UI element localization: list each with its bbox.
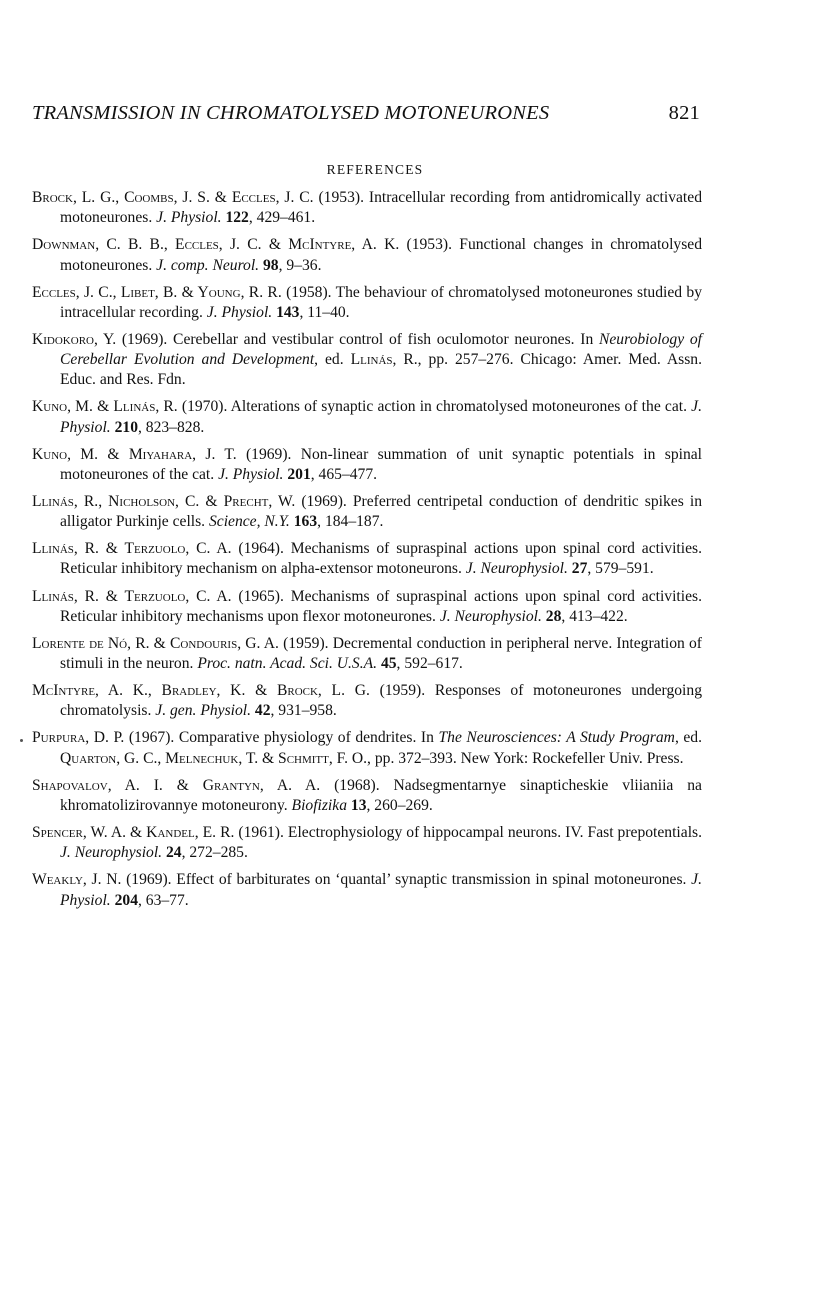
- reference-editors: Quarton, G. C., Melnechuk, T. & Schmitt, F. O.: [60, 749, 368, 767]
- reference-volume: 163: [293, 513, 318, 531]
- reference-authors: Spencer, W. A. & Kandel, E. R.: [32, 824, 235, 842]
- reference-authors: Llinás, R. & Terzuolo, C. A.: [32, 587, 232, 605]
- print-speck: [20, 739, 23, 742]
- reference-item: [32, 870, 702, 910]
- reference-pages: , 823–828.: [137, 418, 205, 436]
- reference-item: [32, 445, 702, 485]
- reference-text: , pp. 257–276. Chicago: Amer. Med. Assn. Educ. and Res. Fdn.: [60, 351, 702, 389]
- reference-journal: Science, N.Y.: [208, 513, 290, 531]
- reference-volume: 98: [263, 256, 279, 274]
- reference-volume: 45: [380, 655, 397, 673]
- reference-item: [32, 823, 702, 863]
- reference-item: [32, 728, 702, 768]
- reference-volume: 204: [114, 891, 138, 909]
- reference-journal: J. Physiol.: [60, 871, 702, 909]
- reference-authors: Shapovalov, A. I. & Grantyn, A. A.: [32, 776, 321, 794]
- reference-authors: Eccles, J. C., Libet, B. & Young, R. R.: [32, 283, 282, 301]
- reference-volume: 122: [225, 209, 249, 227]
- reference-item: [32, 681, 702, 721]
- reference-journal: J. Neurophysiol.: [60, 844, 163, 862]
- reference-pages: , 11–40.: [299, 303, 350, 321]
- reference-authors: Kuno, M. & Llinás, R.: [32, 398, 178, 416]
- reference-authors: Kuno, M. & Miyahara, J. T.: [32, 445, 237, 463]
- reference-book-title: The Neurosciences: A Study Program: [438, 729, 675, 747]
- reference-text: (1969). Non-linear summation of unit synaptic potentials in spinal motoneurones of the cat.: [60, 445, 702, 483]
- reference-text: (1969). Effect of barbiturates on ‘quantal’ synaptic transmission in spinal motoneurones.: [121, 871, 692, 889]
- reference-text: (1968). Nadsegmentarnye sinapticheskie vliianiia na khromatolizirovannye motoneurony.: [60, 776, 702, 814]
- reference-text: (1965). Mechanisms of supraspinal actions upon spinal cord activities. Reticular inhibitory mechanisms upon flexor motoneurones.: [60, 587, 702, 625]
- reference-volume: 143: [276, 303, 300, 321]
- references-heading: REFERENCES: [326, 162, 424, 177]
- reference-text: , pp. 372–393. New York: Rockefeller Univ. Press.: [367, 749, 684, 767]
- reference-journal: Proc. natn. Acad. Sci. U.S.A.: [197, 655, 378, 673]
- reference-text: (1958). The behaviour of chromatolysed motoneurones studied by intracellular recording.: [60, 283, 702, 321]
- reference-text: (1953). Intracellular recording from antidromically activated motoneurones.: [60, 189, 702, 227]
- reference-item: [32, 188, 702, 228]
- reference-pages: , 260–269.: [366, 796, 433, 814]
- reference-pages: , 63–77.: [137, 891, 189, 909]
- reference-volume: 201: [287, 465, 311, 483]
- reference-item: [32, 634, 702, 674]
- reference-pages: , 429–461.: [248, 209, 316, 227]
- reference-authors: Purpura, D. P.: [32, 729, 125, 747]
- reference-journal: J. Physiol.: [206, 303, 273, 321]
- reference-authors: Lorente de Nó, R. & Condouris, G. A.: [32, 634, 279, 652]
- reference-pages: , 9–36.: [278, 256, 322, 274]
- reference-pages: , 465–477.: [310, 465, 378, 483]
- reference-journal: J. Neurophysiol.: [465, 560, 568, 578]
- reference-text: (1961). Electrophysiology of hippocampal neurons. IV. Fast prepotentials.: [234, 824, 702, 842]
- reference-volume: 24: [165, 844, 182, 862]
- reference-authors: Llinás, R. & Terzuolo, C. A.: [32, 540, 232, 558]
- reference-journal: J. comp. Neurol.: [156, 256, 260, 274]
- reference-text: (1969). Preferred centripetal conduction of dendritic spikes in alligator Purkinje cells.: [60, 492, 703, 531]
- reference-text: (1970). Alterations of synaptic action in chromatolysed motoneurones of the cat.: [177, 398, 692, 416]
- reference-journal: Biofizika: [291, 796, 347, 814]
- reference-volume: 27: [571, 560, 588, 578]
- reference-authors: Llinás, R., Nicholson, C. & Precht, W.: [32, 492, 296, 510]
- reference-authors: Downman, C. B. B., Eccles, J. C. & McIntyre, A. K.: [32, 236, 400, 254]
- reference-book-title: Neurobiology of Cerebellar Evolution and Development: [60, 330, 702, 369]
- reference-journal: J. Neurophysiol.: [439, 607, 542, 625]
- reference-authors: Weakly, J. N.: [32, 871, 122, 889]
- reference-item: [32, 235, 702, 275]
- reference-pages: , 184–187.: [317, 513, 384, 531]
- reference-journal: J. Physiol.: [218, 465, 284, 483]
- reference-text: , ed.: [314, 351, 351, 369]
- reference-authors: Brock, L. G., Coombs, J. S. & Eccles, J. C.: [32, 189, 314, 206]
- reference-pages: , 579–591.: [587, 560, 654, 578]
- reference-pages: , 931–958.: [270, 702, 337, 720]
- reference-volume: 28: [545, 607, 562, 625]
- reference-volume: 13: [350, 796, 367, 814]
- reference-pages: , 272–285.: [181, 844, 248, 862]
- reference-item: [32, 330, 702, 391]
- reference-item: [32, 397, 702, 437]
- reference-pages: , 413–422.: [561, 607, 628, 625]
- reference-text: (1964). Mechanisms of supraspinal actions upon spinal cord activities. Reticular inhibitory mechanism on alpha-extensor motoneurons.: [60, 540, 702, 578]
- reference-list: [32, 188, 702, 918]
- reference-authors: Kidokoro, Y.: [32, 330, 117, 348]
- running-header: [32, 102, 700, 125]
- reference-text: (1969). Cerebellar and vestibular control of fish oculomotor neurones. In: [116, 330, 599, 348]
- reference-authors: McIntyre, A. K., Bradley, K. & Brock, L. G.: [32, 682, 370, 700]
- reference-pages: , 592–617.: [396, 655, 463, 673]
- reference-item: [32, 776, 702, 816]
- reference-item: [32, 539, 702, 579]
- reference-volume: 210: [114, 418, 138, 436]
- reference-item: [32, 492, 702, 532]
- reference-item: [32, 283, 702, 323]
- reference-text: , ed.: [674, 729, 702, 747]
- reference-text: (1953). Functional changes in chromatolysed motoneurones.: [60, 236, 702, 274]
- reference-volume: 42: [254, 702, 271, 720]
- reference-journal: J. gen. Physiol.: [155, 702, 251, 720]
- reference-item: [32, 587, 702, 627]
- reference-text: (1967). Comparative physiology of dendrites. In: [124, 729, 439, 747]
- page-number: 821: [668, 102, 700, 124]
- running-title: TRANSMISSION IN CHROMATOLYSED MOTONEURONES: [32, 102, 550, 124]
- reference-text: (1959). Responses of motoneurones undergoing chromatolysis.: [60, 682, 702, 720]
- reference-journal: J. Physiol.: [156, 209, 222, 227]
- reference-text: (1959). Decremental conduction in peripheral nerve. Integration of stimuli in the neuron.: [60, 634, 702, 673]
- reference-journal: J. Physiol.: [60, 398, 702, 436]
- reference-editors: Llinás, R.: [350, 351, 418, 369]
